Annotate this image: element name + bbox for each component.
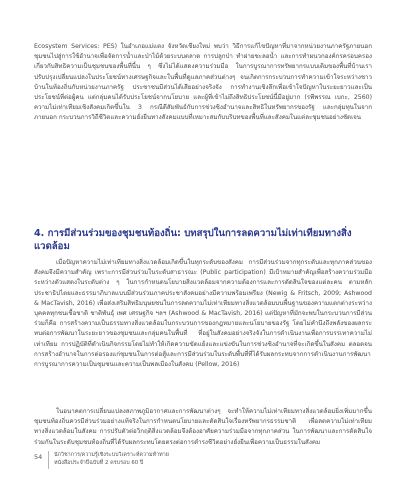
body-paragraph: เมื่อปัญหาความไม่เท่าเทียมทางสิ่งแวดล้อมเกิดขึ้นในทุกระดับของสังคม การมีส่วนร่วมจากทุกระดับและทุกภาคส่วนของสังคมจึงมีความสำคัญ เพราะการมีส่วนร่วมในระดับสาธารณะ (Public participation) มีเป้าหมายสำคัญเพื่อสร้างความร่วมมือระหว่างตัวแสดงในระดับต่าง ๆ ในการกำหนดนโยบายสิ่งแวดล้อมจากความต้องการและการตัดสินใจของแต่ละคน ตามหลักประชาธิปไตยและธรรมาภิบาลแบบมีส่วนร่วมภาคประชาสังคมอย่างมีความพร้อมเพรียง (Newig & Fritsch, 2009; Ashwood & MacTavish, 2016) เพื่อส่งเสริมสิทธิมนุษยชนในการลดความไม่เท่าเทียมทางสิ่งแวดล้อมบนพื้นฐานของความแตกต่างระหว่างบุคคลทุกชนเชื้อชาติ ชาติพันธุ์ เพศ เศรษฐกิจ ฯลฯ (Ashwood & MacTavish, 2016) แต่ปัญหาที่มักจะพบในกระบวนการมีส่วนร่วมก็คือ การสร้างความเป็นธรรมทางสิ่งแวดล้อมในกระบวนการของกฎหมายและนโยบายของรัฐ โดยไม่คำนึงถึงพลังของผลกระทบต่อการพัฒนาในระยะยาวของชุมชนและกลุ่มคนในพื้นที่ ที่อยู่ในสังคมอย่างจริงจังในการดำเนินงานเพื่อการบรรเทาความไม่เท่าเทียม การปฏิบัติที่ดำเนินกิจกรรมโดยไม่ทำให้เกิดความขัดแย้งและแข่งขันในการช่วงชิงอำนาจที่จะเกิดขึ้นในสังคม ตลอดจนการสร้างอำนาจในการต่อรองแก่ชุมชนในการต่อสู้และการมีส่วนร่วมในระดับพื้นที่ที่ได้รับผลกระทบจากการดำเนินงานการพัฒนา การบูรณาการความเป็นชุมชนและความเป็นพลเมืองในสังคม (Pellow, 2016) — [34, 259, 372, 369]
section-heading: 4. การมีส่วนร่วมของชุมชนท้องถิ่น: บทสรุปในการลดความไม่เท่าเทียมทางสิ่งแวดล้อม — [34, 228, 352, 252]
journal-issue: หนังสือประจำปีฉบับที่ 2 ครบรอบ 60 ปี — [54, 460, 144, 466]
body-paragraph: Ecosystem Services: PES) ในอำเภอแม่แตง จังหวัดเชียงใหม่ พบว่า วิธีการแก้ไขปัญหาที่มาจากหน่วยงานภาครัฐภายนอกชุมชนไปสู่การใช้อำนาจเพื่อจัดการน้ำและป่าไม้ด้วยระบบตลาด การปลูกป่า ทำฝายชะลอน้ำ และการทำผนวกองค์กรครอบครองเกี่ยวกับสิทธิความเป็นชุมชนของพื้นที่นี้น ๆ ซึ่งไม่ได้แสดงความร่วมมือ ในการบูรณาการทรัพยากรแบบเดิมของพื้นที่บ้านเรา ปรับปรุงเปลี่ยนแปลงในประโยชน์ทางเศรษฐกิจและในพื้นที่ดูแลภาคส่วนต่างๆ จนเกิดการกระบวนการทำความเข้าใจระหว่างชาวบ้านในท้องถิ่นกับหน่วยงานภาครัฐ ประชาชนมีส่วนได้เสียอย่างจริงจัง การทำงานเชิงลึกเพื่อเข้าใจปัญหาในระยะยาวและเป็นประโยชน์ที่ต่อผู้คน แต่กลุ่มคนได้รับประโยชน์จากนโยบาย และผู้ที่เข้าไม่ถึงสิทธิประโยชน์นี้มีอยู่มาก (รพีพรรณ เบกะ, 2560) ความไม่เท่าเทียมเชิงสังคมเกิดขึ้นใน 3 กรณีดีสัมพันธ์กับการช่วงชิงอำนาจและสิทธิในทรัพยากรของรัฐ และกลุ่มทุนในจากภายนอก กระบวนการวิถีชีวิตและความยั่งยืนทางสังคมแบบที่เหมาะสมกับบริบทของพื้นที่และสังคมในแต่ละชุมชนอย่างชัดเจน — [34, 43, 372, 122]
journal-title: นักวิชาการ/ความรู้เชิงระบบวิเคราะห์ความท้าทาย — [54, 452, 169, 458]
page-number: 54 — [34, 453, 43, 461]
body-paragraph: ในอนาคตการเปลี่ยนแปลงสภาพภูมิอากาศและการพัฒนาต่างๆ จะทำให้ความไม่เท่าเทียมทางสิ่งแวดล้อมยิ่งเพิ่มมากขึ้น ชุมชนท้องถิ่นควรมีส่วนร่วมอย่างแท้จริงในการกำหนดนโยบายและตัดสินใจเรื่องทรัพยากรธรรมชาติ เพื่อลดความไม่เท่าเทียมทางสิ่งแวดล้อมในสังคม การปรับตัวต่อวิกฤติสิ่งแวดล้อมจึงต้องอาศัยความร่วมมือจากทุกภาคส่วน ในการพัฒนาและการตัดสินใจร่วมกันในระดับชุมชนท้องถิ่นที่ได้รับผลกระทบโดยตรงต่อการดำรงชีวิตอย่างยั่งยืนเพื่อความเป็นธรรมในสังคม — [34, 408, 372, 446]
footer-divider — [48, 451, 49, 469]
page-footer — [34, 447, 374, 473]
